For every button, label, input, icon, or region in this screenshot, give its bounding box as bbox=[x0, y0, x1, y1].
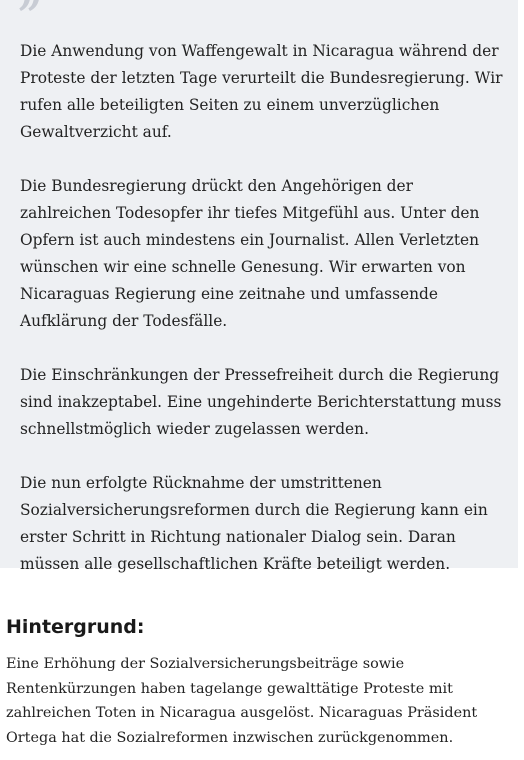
quote-paragraph-3: Die Einschränkungen der Pressefreiheit durch die Regierung sind inakzeptabel. Eine ungehinderte Berichterstattung muss schnellstmöglich wieder zugelassen werden. bbox=[20, 366, 502, 438]
quote-paragraph-2: Die Bundesregierung drückt den Angehörigen der zahlreichen Todesopfer ihr tiefes Mitgefühl aus. Unter den Opfern ist auch mindestens ein Journalist. Allen Verletzten wünschen wir eine schnelle Genesung. Wir erwarten von Nicaraguas Regierung eine zeitnahe und umfassende Aufklärung der Todesfälle. bbox=[20, 177, 480, 330]
background-heading: Hintergrund: bbox=[6, 616, 145, 638]
background-section bbox=[6, 612, 516, 750]
background-text: Eine Erhöhung der Sozialversicherungsbeiträge sowie Rentenkürzungen haben tagelange gewalttätige Proteste mit zahlreichen Toten in Nicaragua ausgelöst. Nicaraguas Präsident Ortega hat die Sozialreformen inzwischen zurückgenommen. bbox=[6, 656, 478, 746]
quote-paragraph-1: Die Anwendung von Waffengewalt in Nicaragua während der Proteste der letzten Tage verurteilt die Bundesregierung. Wir rufen alle beteiligten Seiten zu einem unverzüglichen Gewaltverzicht auf. bbox=[20, 42, 503, 141]
quote-mark-icon: ” bbox=[18, 0, 38, 39]
quote-paragraph-4: Die nun erfolgte Rücknahme der umstrittenen Sozialversicherungsreformen durch die Regierung kann ein erster Schritt in Richtung nationaler Dialog sein. Daran müssen alle gesellschaftlichen Kräfte beteiligt werden. bbox=[20, 474, 488, 573]
